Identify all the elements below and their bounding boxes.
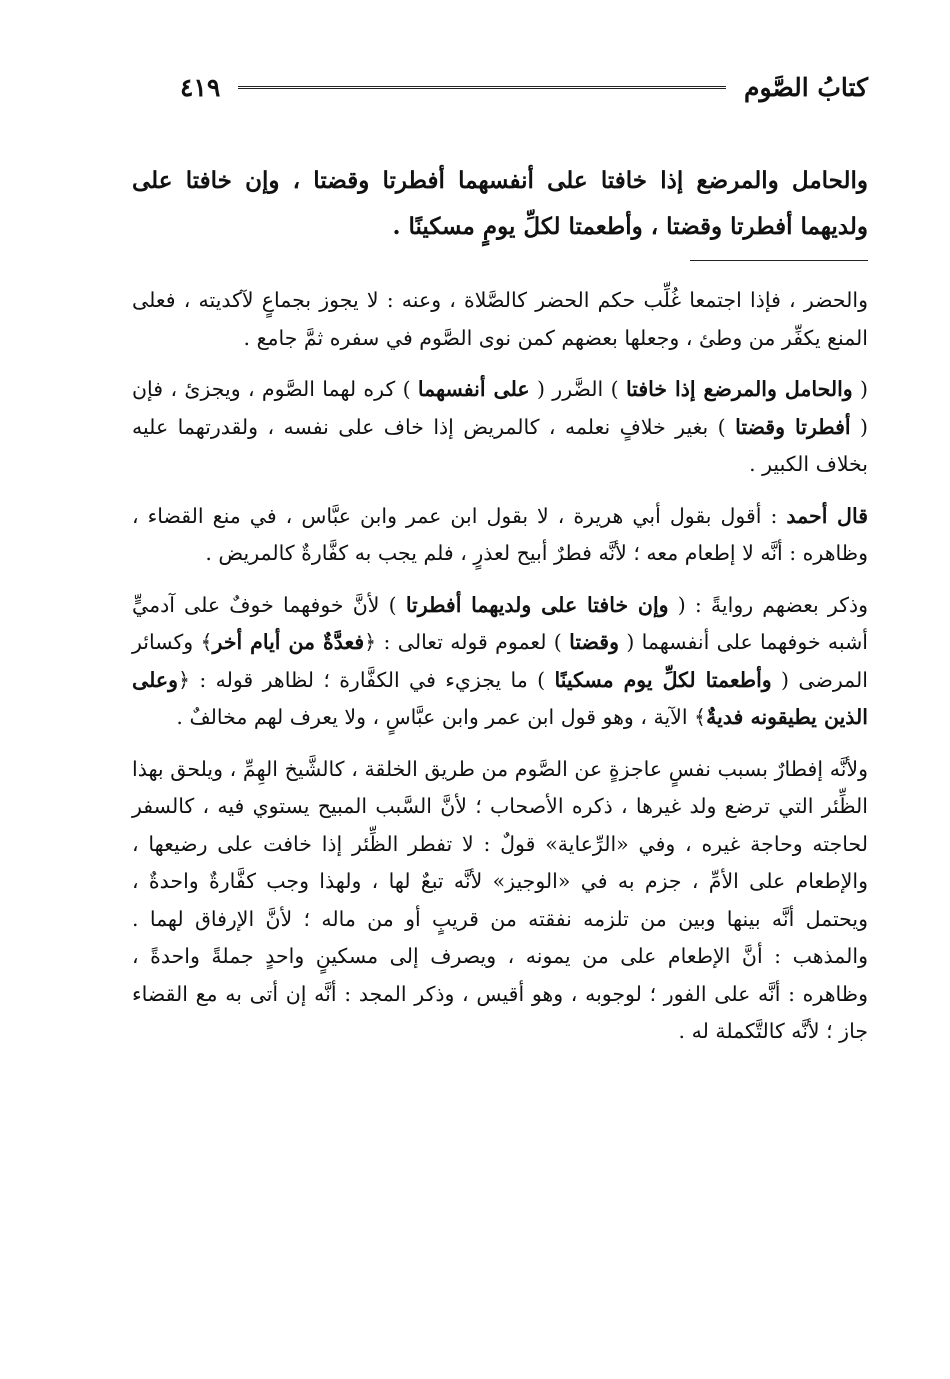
bold-run: وقضتا [569,630,620,654]
bold-run: فعدَّةٌ من أيام أخر [212,630,365,654]
text-run: وذكر بعضهم روايةً : ( [668,592,869,617]
paragraph [132,587,868,737]
header-rule [238,86,726,89]
chapter-title: كتابُ الصَّوم [744,72,868,102]
paragraph: ولأنَّه إفطارٌ بسبب نفسٍ عاجزةٍ عن الصَّوم من طريق الخلقة ، كالشَّيخ الهِمِّ ، ويلحق بهذا الظِّئر التي ترضع ولد غيرها ، ذكره الأصحاب ؛ لأنَّ السَّبب المبيح يستوي فيه ، كالسفر لحاجته وحاجة غيره ، وفي «الرِّعاية» قولٌ : لا تفطر الظِّئر إذا خافت على رضيعها ، والإطعام على الأمِّ ، جزم به في «الوجيز» لأنَّه تبعٌ لها ، ولهذا وجب كفَّارةٌ واحدةٌ ، ويحتمل أنَّه بينها وبين من تلزمه نفقته من قريبٍ أو من ماله ؛ لأنَّ الإرفاق لهما . والمذهب : أنَّ الإطعام على من يمونه ، ويصرف إلى مسكينٍ واحدٍ جملةً واحدةً ، وظاهره : أنَّه على الفور ؛ لوجوبه ، وهو أقيس ، وذكر المجد : أنَّه إن أتى به مع القضاء جاز ؛ لأنَّه كالتَّكملة له . [132,756,868,1043]
bold-run: وعلى الذين يطيقونه فديةٌ [132,667,868,729]
bold-run: أفطرتا وقضتا [735,414,851,439]
text-run: ) لأنَّ خوفهما خوفٌ على آدميٍّ أشبه خوفهما على أنفسهما ( [132,592,868,654]
paragraph [132,371,868,484]
text-run: : أقول بقول أبي هريرة ، لا بقول ابن عمر وابن عبَّاس ، في منع القضاء ، وظاهره : أنَّه لا إطعام معه ؛ لأنَّه فطرٌ أبيح لعذرٍ ، فلم يجب به كفَّارةٌ كالمريض . [132,503,868,565]
page-number: ٤١٩ [180,72,221,102]
bold-run: على أنفسهما [417,377,530,401]
commentary [132,282,868,1065]
matn-text: والحامل والمرضع إذا خافتا على أنفسهما أفطرتا وقضتا ، وإن خافتا على ولديهما أفطرتا وقضتا ، وأطعمتا لكلِّ يومٍ مسكينًا . [132,167,868,240]
text-run: ) لعموم قوله تعالى : ﴿ [364,630,570,654]
text-run: ( [852,377,869,401]
text-run: ﴾ وكسائر المرضى ( [132,630,868,692]
bold-run: وإن خافتا على ولديهما أفطرتا [405,592,669,617]
separator-rule [690,260,868,261]
bold-run: والحامل والمرضع إذا خافتا [625,377,853,401]
paragraph [132,498,868,573]
text-run: ﴾ الآية ، وهو قول ابن عمر وابن عبَّاسٍ ، ولا يعرف لهم مخالفٌ . [176,705,707,729]
page-header [180,62,868,112]
text-run: ) بغير خلافٍ نعلمه ، كالمريض إذا خاف على نفسه ، ولقدرتهما عليه بخلاف الكبير . [132,414,868,476]
bold-run: وأطعمتا لكلِّ يوم مسكينًا [554,667,772,692]
paragraph: والحضر ، فإذا اجتمعا غُلِّب حكم الحضر كالصَّلاة ، وعنه : لا يجوز بجماعٍ لآكديته ، فعلى المنع يكفِّر من وطئ ، وجعلها بعضهم كمن نوى الصَّوم في سفره ثمَّ جامع . [132,288,868,350]
text-run: ) كره لهما الصَّوم ، ويجزئ ، فإن ( [132,377,869,439]
bold-run: قال أحمد [786,503,868,528]
text-run: ) الضَّرر ( [529,377,626,401]
text-run: ) ما يجزيء في الكفَّارة ؛ لظاهر قوله : ﴿ [178,667,555,692]
